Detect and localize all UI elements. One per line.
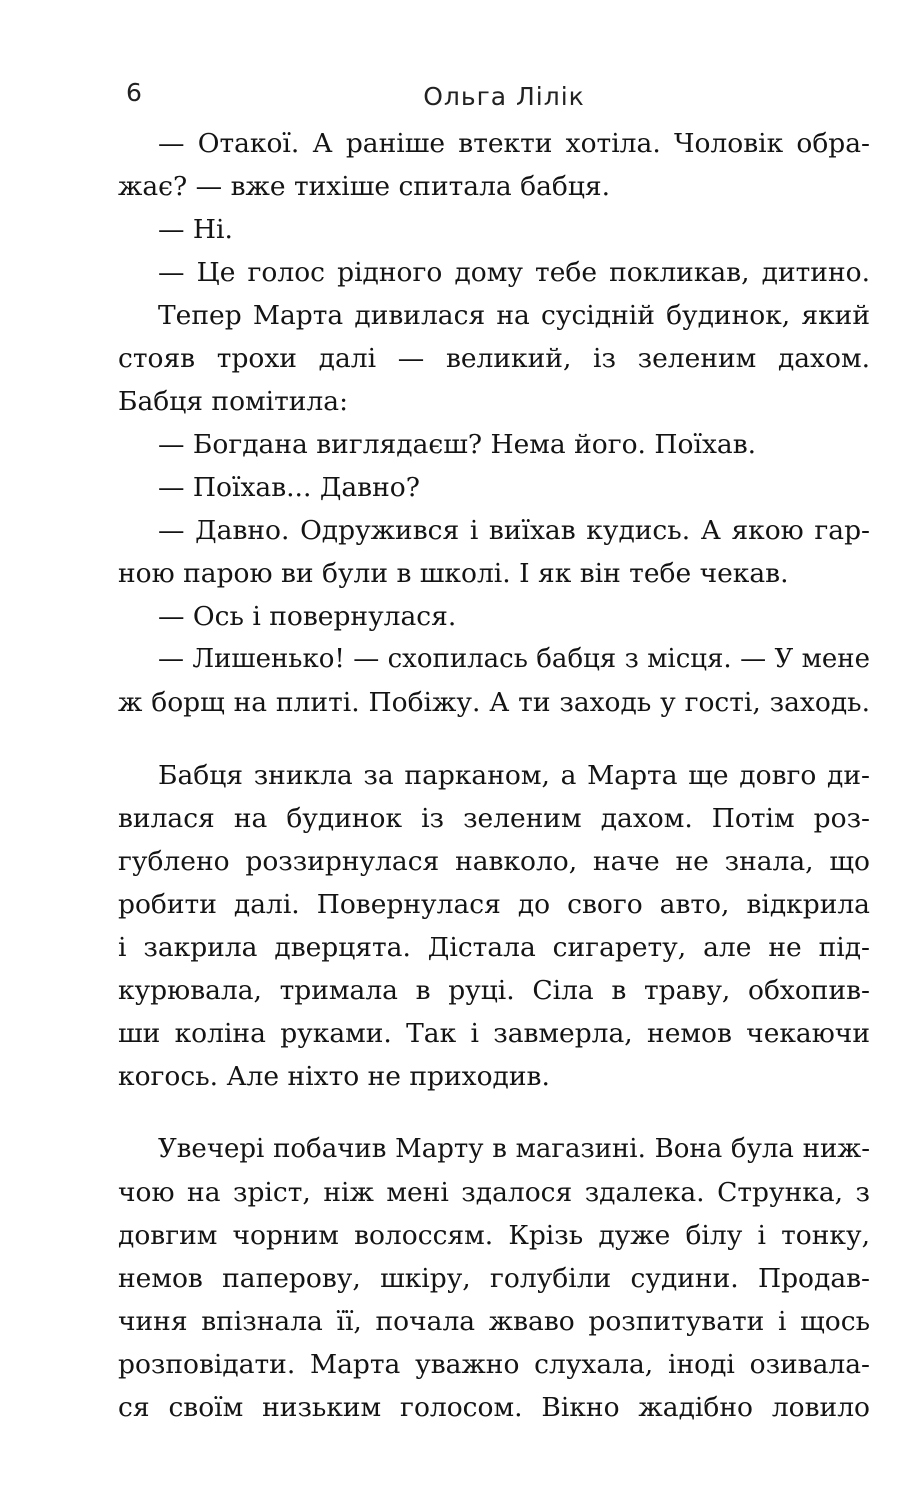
- text-line: когось. Але ніхто не приходив.: [118, 1061, 550, 1092]
- running-head: [118, 78, 870, 118]
- text-line: — Богдана виглядаєш? Нема його. Поїхав.: [158, 429, 757, 460]
- text-line: гублено роззирнулася навколо, наче не знала, що: [118, 846, 870, 877]
- text-line: жає? — вже тихіше спитала бабця.: [118, 171, 611, 202]
- text-line: ною парою ви були в школі. І як він тебе чекав.: [118, 558, 789, 589]
- text-line: чиня впізнала її, почала жваво розпитувати і щось: [118, 1306, 870, 1337]
- text-line: і закрила дверцята. Дістала сигарету, але не під-: [118, 932, 870, 963]
- text-line: стояв трохи далі — великий, із зеленим дахом.: [118, 343, 870, 374]
- paragraph-section-3: [118, 1128, 870, 1429]
- text-line: вилася на будинок із зеленим дахом. Потім роз-: [118, 803, 870, 834]
- text-line: курювала, тримала в руці. Сіла в траву, обхопив-: [118, 975, 870, 1006]
- text-line: робити далі. Повернулася до свого авто, відкрила: [118, 889, 870, 920]
- body-text: [118, 122, 870, 1429]
- text-line: — Лишенько! — схопилась бабця з місця. — У мене: [158, 644, 870, 674]
- text-line: ши коліна руками. Так і завмерла, немов чекаючи: [118, 1018, 870, 1049]
- text-line: розповідати. Марта уважно слухала, іноді озивала-: [118, 1349, 870, 1380]
- text-line: — Ні.: [158, 214, 233, 245]
- text-line: — Поїхав... Давно?: [158, 472, 420, 503]
- text-line: — Це голос рідного дому тебе покликав, дитино.: [158, 257, 870, 288]
- text-line: ся своїм низьким голосом. Вікно жадібно ловило: [118, 1392, 870, 1423]
- text-line: Бабця зникла за парканом, а Марта ще довго ди-: [158, 760, 870, 791]
- page-number: 6: [126, 78, 143, 107]
- text-line: Бабця помітила:: [118, 386, 348, 417]
- dialogue-section: [118, 122, 870, 724]
- text-line: довгим чорним волоссям. Крізь дуже білу і тонку,: [118, 1220, 870, 1251]
- text-line: Тепер Марта дивилася на сусідній будинок, який: [158, 300, 870, 331]
- running-title: Ольга Лілік: [423, 82, 585, 111]
- paragraph-section-2: [118, 754, 870, 1098]
- text-line: — Давно. Одружився і виїхав кудись. А якою гар-: [158, 515, 870, 546]
- text-line: — Отакої. А раніше втекти хотіла. Чоловік обра-: [158, 128, 870, 159]
- text-line: — Ось і повернулася.: [158, 601, 457, 632]
- text-line: чою на зріст, ніж мені здалося здалека. Струнка, з: [118, 1177, 870, 1208]
- text-line: Увечері побачив Марту в магазині. Вона була ниж-: [158, 1134, 870, 1164]
- text-line: ж борщ на плиті. Побіжу. А ти заходь у гості, заходь.: [118, 687, 870, 718]
- text-line: немов паперову, шкіру, голубіли судини. Продав-: [118, 1263, 870, 1294]
